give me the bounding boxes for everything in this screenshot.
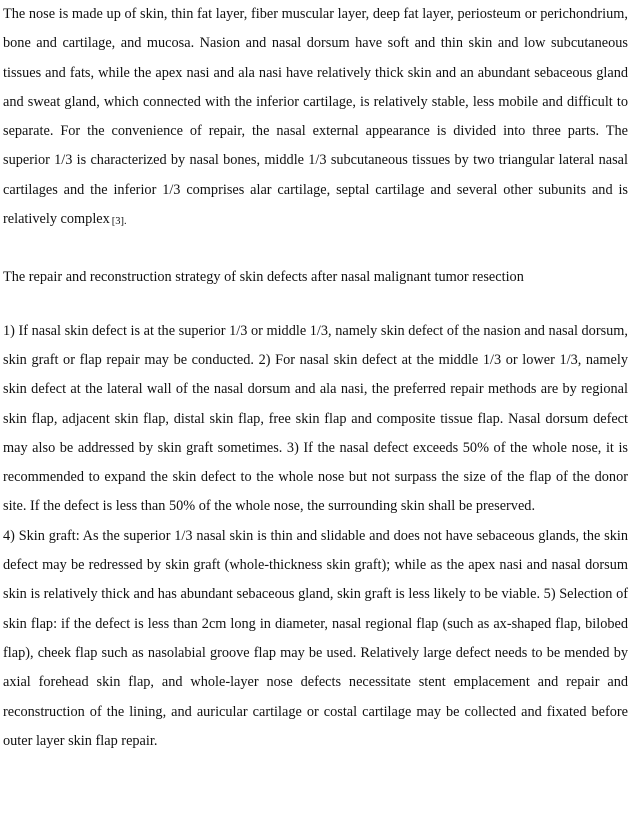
spacer — [3, 293, 628, 317]
spacer — [3, 235, 628, 263]
document-page — [3, 0, 628, 756]
intro-paragraph-text: The nose is made up of skin, thin fat layer, fiber muscular layer, deep fat layer, periosteum or perichondrium, bone and cartilage, and mucosa. Nasion and nasal dorsum have soft and thin skin and low subcutaneous tissues and fats, while the apex nasi and ala nasi have relatively thick skin and an abundant sebaceous gland and sweat gland, which connected with the inferior cartilage, is relatively stable, less mobile and difficult to separate. For the convenience of repair, the nasal external appearance is divided into three parts. The superior 1/3 is characterized by nasal bones, middle 1/3 subcutaneous tissues by two triangular lateral nasal cartilages and the inferior 1/3 comprises alar cartilage, septal cartilage and several other subunits and is relatively complex — [3, 6, 628, 228]
skin-graft-paragraph: 4) Skin graft: As the superior 1/3 nasal skin is thin and slidable and does not have sebaceous glands, the skin defect may be redressed by skin graft (whole-thickness skin graft); while as the apex nasi and nasal dorsum skin is relatively thick and has abundant sebaceous gland, skin graft is less likely to be viable. 5) Selection of skin flap: if the defect is less than 2cm long in diameter, nasal regional flap (such as ax-shaped flap, bilobed flap), cheek flap such as nasolabial groove flap may be used. Relatively large defect needs to be mended by axial forehead skin flap, and whole-layer nose defects necessitate stent emplacement and repair and reconstruction of the lining, and auricular cartilage or costal cartilage may be collected and fixated before outer layer skin flap repair. — [3, 527, 628, 749]
citation-reference: [3]. — [111, 216, 127, 228]
section-heading: The repair and reconstruction strategy of skin defects after nasal malignant tumor resection — [3, 269, 524, 286]
intro-paragraph — [3, 0, 628, 235]
strategy-paragraph: 1) If nasal skin defect is at the superior 1/3 or middle 1/3, namely skin defect of the nasion and nasal dorsum, skin graft or flap repair may be conducted. 2) For nasal skin defect at the middle 1/3 or lower 1/3, namely skin defect at the lateral wall of the nasal dorsum and ala nasi, the preferred repair methods are by regional skin flap, adjacent skin flap, distal skin flap, free skin flap and composite tissue flap. Nasal dorsum defect may also be addressed by skin graft sometimes. 3) If the nasal defect exceeds 50% of the whole nose, it is recommended to expand the skin defect to the whole nose but not surpass the size of the flap of the donor site. If the defect is less than 50% of the whole nose, the surrounding skin shall be preserved. — [3, 322, 628, 515]
